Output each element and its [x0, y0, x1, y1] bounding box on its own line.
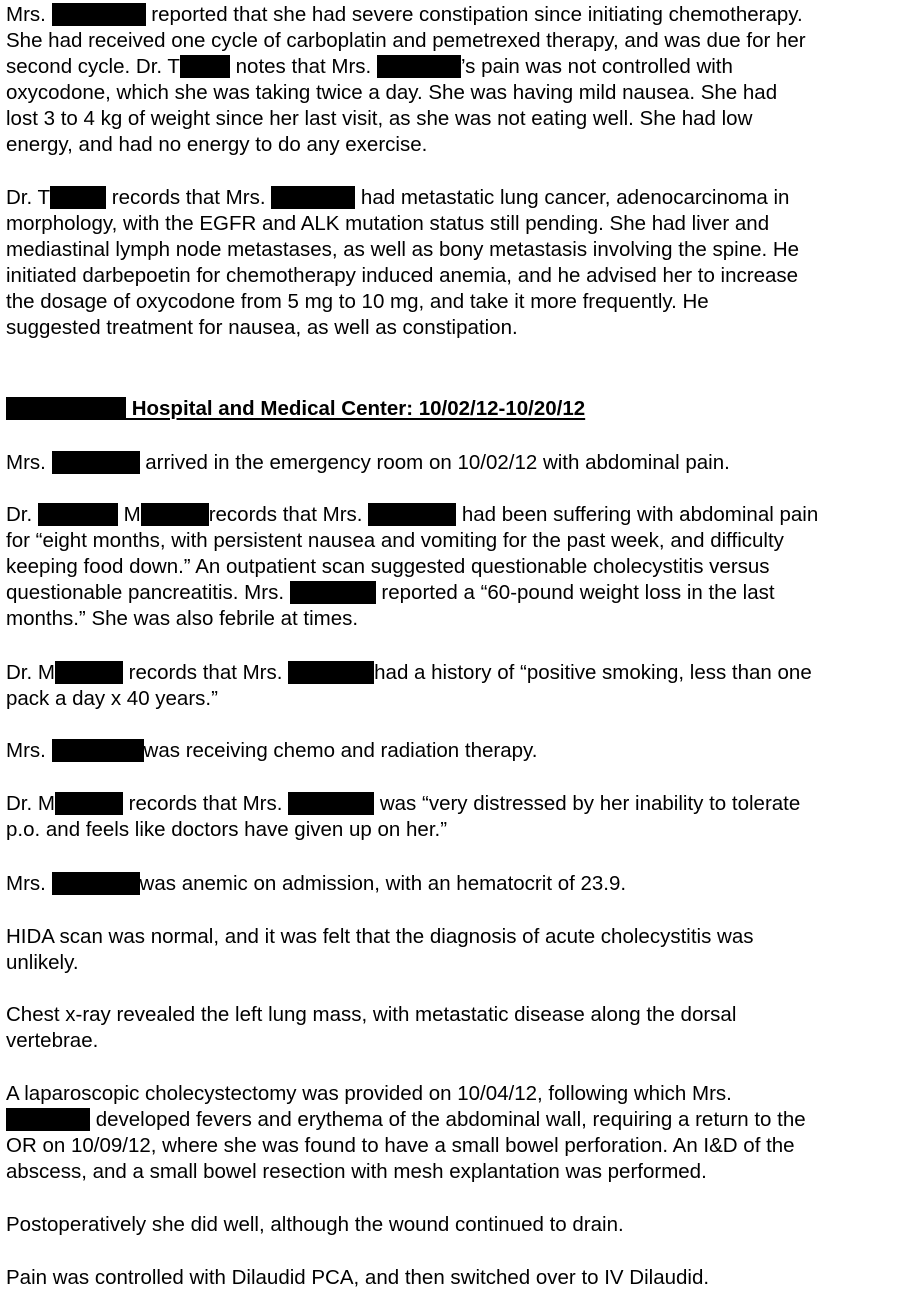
text-line: [6, 1081, 732, 1107]
text-segment: Mrs.: [6, 451, 52, 474]
text-line: [6, 1107, 806, 1133]
redaction-box: [52, 739, 144, 762]
text-segment: oxycodone, which she was taking twice a day. She was having mild nausea. She had: [6, 81, 778, 104]
text-segment: records that Mrs.: [122, 792, 289, 815]
text-line: [6, 528, 784, 554]
redaction-box: [271, 186, 355, 209]
text-segment: second cycle. Dr. T: [6, 55, 180, 78]
text-line: [6, 185, 789, 211]
section-heading: [6, 396, 585, 422]
text-segment: was anemic on admission, with an hematocrit of 23.9.: [139, 872, 627, 895]
text-segment: initiated darbepoetin for chemotherapy induced anemia, and he advised her to increase: [6, 264, 799, 287]
text-line: [6, 315, 518, 341]
redaction-box: [55, 792, 123, 815]
text-segment: records that Mrs.: [122, 661, 289, 684]
text-line: [6, 263, 798, 289]
text-segment: pack a day x 40 years.”: [6, 687, 218, 710]
text-segment: keeping food down.” An outpatient scan suggested questionable cholecystitis versus: [6, 555, 770, 578]
text-segment: Postoperatively she did well, although the wound continued to drain.: [6, 1213, 624, 1236]
text-segment: questionable pancreatitis. Mrs.: [6, 581, 290, 604]
text-line: [6, 817, 447, 843]
text-segment: developed fevers and erythema of the abdominal wall, requiring a return to the: [90, 1108, 806, 1131]
text-segment: had a history of “positive smoking, less than one: [374, 661, 812, 684]
text-segment: records that Mrs.: [208, 503, 369, 526]
text-line: [6, 738, 537, 764]
text-segment: Pain was controlled with Dilaudid PCA, and then switched over to IV Dilaudid.: [6, 1266, 710, 1289]
text-segment: Dr.: [6, 503, 38, 526]
text-line: [6, 106, 752, 132]
redaction-box: [288, 792, 374, 815]
redaction-box: [55, 661, 123, 684]
redaction-box: [52, 3, 146, 26]
text-segment: the dosage of oxycodone from 5 mg to 10 mg, and take it more frequently. He: [6, 290, 709, 313]
redaction-box: [288, 661, 374, 684]
text-segment: abscess, and a small bowel resection with mesh explantation was performed.: [6, 1160, 707, 1183]
text-segment: suggested treatment for nausea, as well as constipation.: [6, 316, 518, 339]
text-segment: unlikely.: [6, 951, 79, 974]
text-segment: months.” She was also febrile at times.: [6, 607, 359, 630]
text-segment: Mrs.: [6, 739, 52, 762]
text-segment: HIDA scan was normal, and it was felt that the diagnosis of acute cholecystitis was: [6, 925, 754, 948]
text-line: [6, 1265, 709, 1291]
text-line: [6, 1159, 707, 1185]
text-line: [6, 132, 427, 158]
redaction-box: [290, 581, 376, 604]
redaction-box: [377, 55, 461, 78]
text-segment: OR on 10/09/12, where she was found to have a small bowel perforation. An I&D of the: [6, 1134, 795, 1157]
text-line: [6, 871, 626, 897]
text-line: [6, 554, 770, 580]
text-line: [6, 2, 803, 28]
text-line: [6, 237, 799, 263]
redaction-box: [180, 55, 230, 78]
text-segment: Mrs.: [6, 3, 52, 26]
text-line: [6, 289, 709, 315]
text-segment: energy, and had no energy to do any exercise.: [6, 133, 428, 156]
text-line: [6, 791, 800, 817]
text-segment: records that Mrs.: [106, 186, 272, 209]
text-segment: was receiving chemo and radiation therapy.: [143, 739, 538, 762]
text-line: [6, 80, 777, 106]
redaction-box: [368, 503, 456, 526]
text-segment: mediastinal lymph node metastases, as well as bony metastasis involving the spine. He: [6, 238, 800, 261]
text-segment: arrived in the emergency room on 10/02/12 with abdominal pain.: [139, 451, 730, 474]
text-line: [6, 924, 753, 950]
redaction-box: [6, 1108, 90, 1131]
text-line: [6, 1133, 795, 1159]
redaction-box: [6, 397, 126, 420]
text-segment: She had received one cycle of carboplatin and pemetrexed therapy, and was due for her: [6, 29, 806, 52]
text-segment: had metastatic lung cancer, adenocarcinoma in: [355, 186, 790, 209]
text-segment: reported that she had severe constipation since initiating chemotherapy.: [145, 3, 803, 26]
text-segment: A laparoscopic cholecystectomy was provided on 10/04/12, following which Mrs.: [6, 1082, 732, 1105]
text-segment: for “eight months, with persistent nausea and vomiting for the past week, and difficulty: [6, 529, 784, 552]
text-segment: lost 3 to 4 kg of weight since her last visit, as she was not eating well. She had low: [6, 107, 753, 130]
redaction-box: [52, 872, 140, 895]
text-line: [6, 686, 218, 712]
text-segment: M: [117, 503, 141, 526]
section-heading-text: Hospital and Medical Center: 10/02/12-10/20/12: [126, 397, 586, 420]
redaction-box: [52, 451, 140, 474]
text-segment: reported a “60-pound weight loss in the last: [375, 581, 775, 604]
text-line: [6, 28, 806, 54]
text-line: [6, 1002, 736, 1028]
redaction-box: [38, 503, 118, 526]
text-segment: p.o. and feels like doctors have given up on her.”: [6, 818, 448, 841]
text-segment: Dr. T: [6, 186, 51, 209]
text-line: [6, 54, 733, 80]
text-line: [6, 211, 769, 237]
text-segment: was “very distressed by her inability to tolerate: [374, 792, 801, 815]
text-line: [6, 502, 818, 528]
text-line: [6, 660, 812, 686]
redaction-box: [50, 186, 106, 209]
text-line: [6, 1212, 624, 1238]
text-segment: had been suffering with abdominal pain: [456, 503, 819, 526]
text-segment: Dr. M: [6, 792, 55, 815]
text-segment: Chest x-ray revealed the left lung mass, with metastatic disease along the dorsal: [6, 1003, 737, 1026]
text-segment: morphology, with the EGFR and ALK mutation status still pending. She had liver and: [6, 212, 770, 235]
text-segment: ’s pain was not controlled with: [460, 55, 733, 78]
text-segment: vertebrae.: [6, 1029, 99, 1052]
text-segment: Mrs.: [6, 872, 52, 895]
text-line: [6, 606, 358, 632]
text-line: [6, 1028, 98, 1054]
text-segment: Dr. M: [6, 661, 55, 684]
text-line: [6, 580, 775, 606]
text-line: [6, 450, 730, 476]
text-line: [6, 950, 79, 976]
redaction-box: [141, 503, 209, 526]
text-segment: notes that Mrs.: [229, 55, 377, 78]
